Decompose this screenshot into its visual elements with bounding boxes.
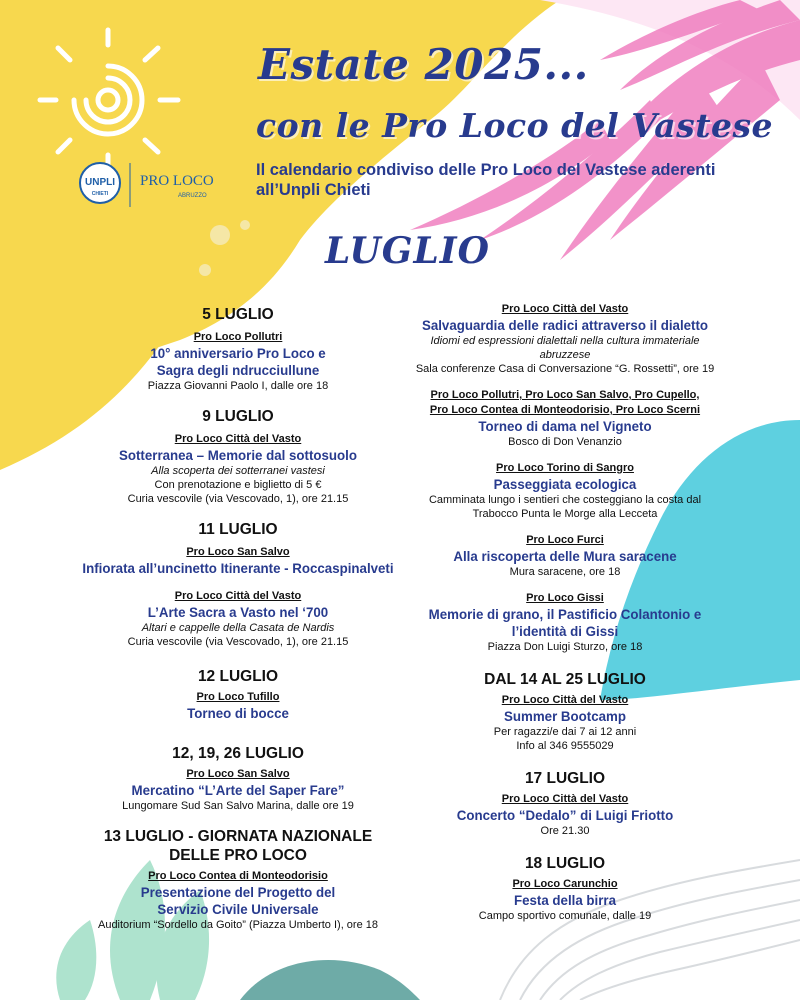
- event-info: Piazza Don Luigi Sturzo, ore 18: [487, 641, 643, 653]
- event-info: Mura saracene, ore 18: [509, 566, 621, 578]
- event-description: Idiomi ed espressioni dialettali nella cultura immateriale: [430, 335, 700, 347]
- event-block: [58, 520, 418, 577]
- event-info: Auditorium “Sordello da Goito” (Piazza Umberto I), ore 18: [97, 919, 378, 931]
- event-block: [400, 461, 730, 521]
- event-block: [400, 854, 730, 923]
- event-info: Piazza Giovanni Paolo I, dalle ore 18: [147, 380, 329, 392]
- event-organizer: Pro Loco Pollutri, Pro Loco San Salvo, Pro Cupello,: [430, 389, 700, 401]
- event-title: Presentazione del Progetto del: [140, 884, 336, 900]
- event-description: Altari e cappelle della Casata de Nardis: [141, 622, 335, 634]
- unpli-logo: [78, 155, 248, 215]
- event-block: [58, 305, 418, 393]
- event-info: Curia vescovile (via Vescovado, 1), ore 21.15: [127, 636, 349, 648]
- event-organizer: Pro Loco Contea di Monteodorisio: [148, 870, 328, 882]
- event-title: l’identità di Gissi: [511, 623, 619, 639]
- event-block: [58, 407, 418, 506]
- event-organizer: Pro Loco San Salvo: [186, 768, 290, 780]
- event-title: Summer Bootcamp: [504, 708, 626, 724]
- event-organizer: Pro Loco Città del Vasto: [174, 433, 302, 445]
- event-date: 11 LUGLIO: [198, 521, 278, 538]
- unpli-text: UNPLI: [85, 177, 115, 188]
- event-description: abruzzese: [539, 349, 591, 361]
- event-organizer: Pro Loco Città del Vasto: [174, 590, 302, 602]
- event-date: 12 LUGLIO: [197, 668, 279, 685]
- event-block: [58, 589, 418, 649]
- proloco-sub: ABRUZZO: [178, 193, 207, 199]
- event-info: Info al 346 9555029: [516, 740, 614, 752]
- event-title: Salvaguardia delle radici attraverso il dialetto: [421, 317, 709, 333]
- event-title: Alla riscoperta delle Mura saracene: [453, 548, 677, 564]
- event-title: Festa della birra: [513, 892, 617, 908]
- event-title: Sagra degli ndrucciullune: [156, 362, 320, 378]
- event-title: Concerto “Dedalo” di Luigi Friotto: [456, 807, 674, 823]
- event-title: Infiorata all’uncinetto Itinerante - Roccaspinalveti: [82, 560, 394, 576]
- event-date: 13 LUGLIO - GIORNATA NAZIONALE: [103, 828, 373, 845]
- month-title: LUGLIO: [325, 230, 490, 272]
- event-date: 12, 19, 26 LUGLIO: [172, 745, 304, 762]
- event-block: [400, 670, 730, 753]
- event-date: DELLE PRO LOCO: [169, 847, 307, 864]
- event-info: Camminata lungo i sentieri che costeggiano la costa dal: [428, 494, 702, 506]
- event-organizer: Pro Loco Città del Vasto: [501, 694, 629, 706]
- event-block: [400, 302, 730, 376]
- event-organizer: Pro Loco Tufillo: [196, 691, 280, 703]
- event-date: 5 LUGLIO: [202, 306, 274, 323]
- event-info: Con prenotazione e biglietto di 5 €: [154, 479, 322, 491]
- right-column: [400, 302, 730, 923]
- teal-shape: [240, 960, 420, 1000]
- proloco-text: PRO LOCO: [140, 173, 214, 189]
- event-block: [58, 744, 418, 813]
- event-title: Torneo di bocce: [187, 705, 289, 721]
- event-organizer: Pro Loco Città del Vasto: [501, 303, 629, 315]
- event-info: Per ragazzi/e dai 7 ai 12 anni: [493, 726, 637, 738]
- event-organizer: Pro Loco Città del Vasto: [501, 793, 629, 805]
- event-info: Curia vescovile (via Vescovado, 1), ore 21.15: [127, 493, 349, 505]
- event-organizer: Pro Loco Furci: [526, 534, 604, 546]
- event-info: Bosco di Don Venanzio: [508, 436, 622, 448]
- event-organizer: Pro Loco Carunchio: [512, 878, 618, 890]
- event-title: 10° anniversario Pro Loco e: [150, 345, 326, 361]
- event-info: Lungomare Sud San Salvo Marina, dalle ore 19: [122, 800, 354, 812]
- logos: [78, 155, 248, 215]
- event-organizer: Pro Loco Contea di Monteodorisio, Pro Loco Scerni: [429, 404, 701, 416]
- left-column: [58, 305, 418, 932]
- event-block: [400, 388, 730, 449]
- event-block: [58, 667, 418, 722]
- event-title: Sotterranea – Memorie dal sottosuolo: [119, 447, 357, 463]
- event-block: [400, 533, 730, 579]
- event-date: DAL 14 AL 25 LUGLIO: [484, 671, 646, 688]
- subtitle: Il calendario condiviso delle Pro Loco del Vastese aderenti all’Unpli Chieti: [256, 161, 716, 199]
- event-block: [400, 769, 730, 838]
- event-title: Memorie di grano, il Pastificio Colantonio e: [428, 606, 702, 622]
- event-block: [58, 827, 418, 932]
- event-organizer: Pro Loco Gissi: [526, 592, 604, 604]
- title-line2: con le Pro Loco del Vastese: [256, 106, 774, 145]
- event-date: 17 LUGLIO: [524, 770, 606, 787]
- event-title: L’Arte Sacra a Vasto nel ‘700: [147, 604, 329, 620]
- event-organizer: Pro Loco Torino di Sangro: [496, 462, 634, 474]
- event-organizer: Pro Loco San Salvo: [186, 546, 290, 558]
- event-title: Torneo di dama nel Vigneto: [478, 418, 652, 434]
- event-date: 9 LUGLIO: [202, 408, 274, 425]
- event-info: Sala conferenze Casa di Conversazione “G. Rossetti”, ore 19: [415, 363, 715, 375]
- unpli-sub: CHIETI: [91, 191, 109, 197]
- event-date: 18 LUGLIO: [524, 855, 606, 872]
- event-block: [400, 591, 730, 654]
- event-organizer: Pro Loco Pollutri: [193, 331, 283, 343]
- event-title: Servizio Civile Universale: [157, 901, 319, 917]
- event-description: Alla scoperta dei sotterranei vastesi: [151, 465, 325, 477]
- event-info: Campo sportivo comunale, dalle 19: [478, 910, 652, 922]
- event-info: Trabocco Punta le Morge alla Lecceta: [472, 508, 658, 520]
- event-info: Ore 21.30: [540, 825, 590, 837]
- title-line1: Estate 2025...: [258, 40, 589, 89]
- event-title: Mercatino “L’Arte del Saper Fare”: [131, 782, 345, 798]
- event-title: Passeggiata ecologica: [493, 476, 637, 492]
